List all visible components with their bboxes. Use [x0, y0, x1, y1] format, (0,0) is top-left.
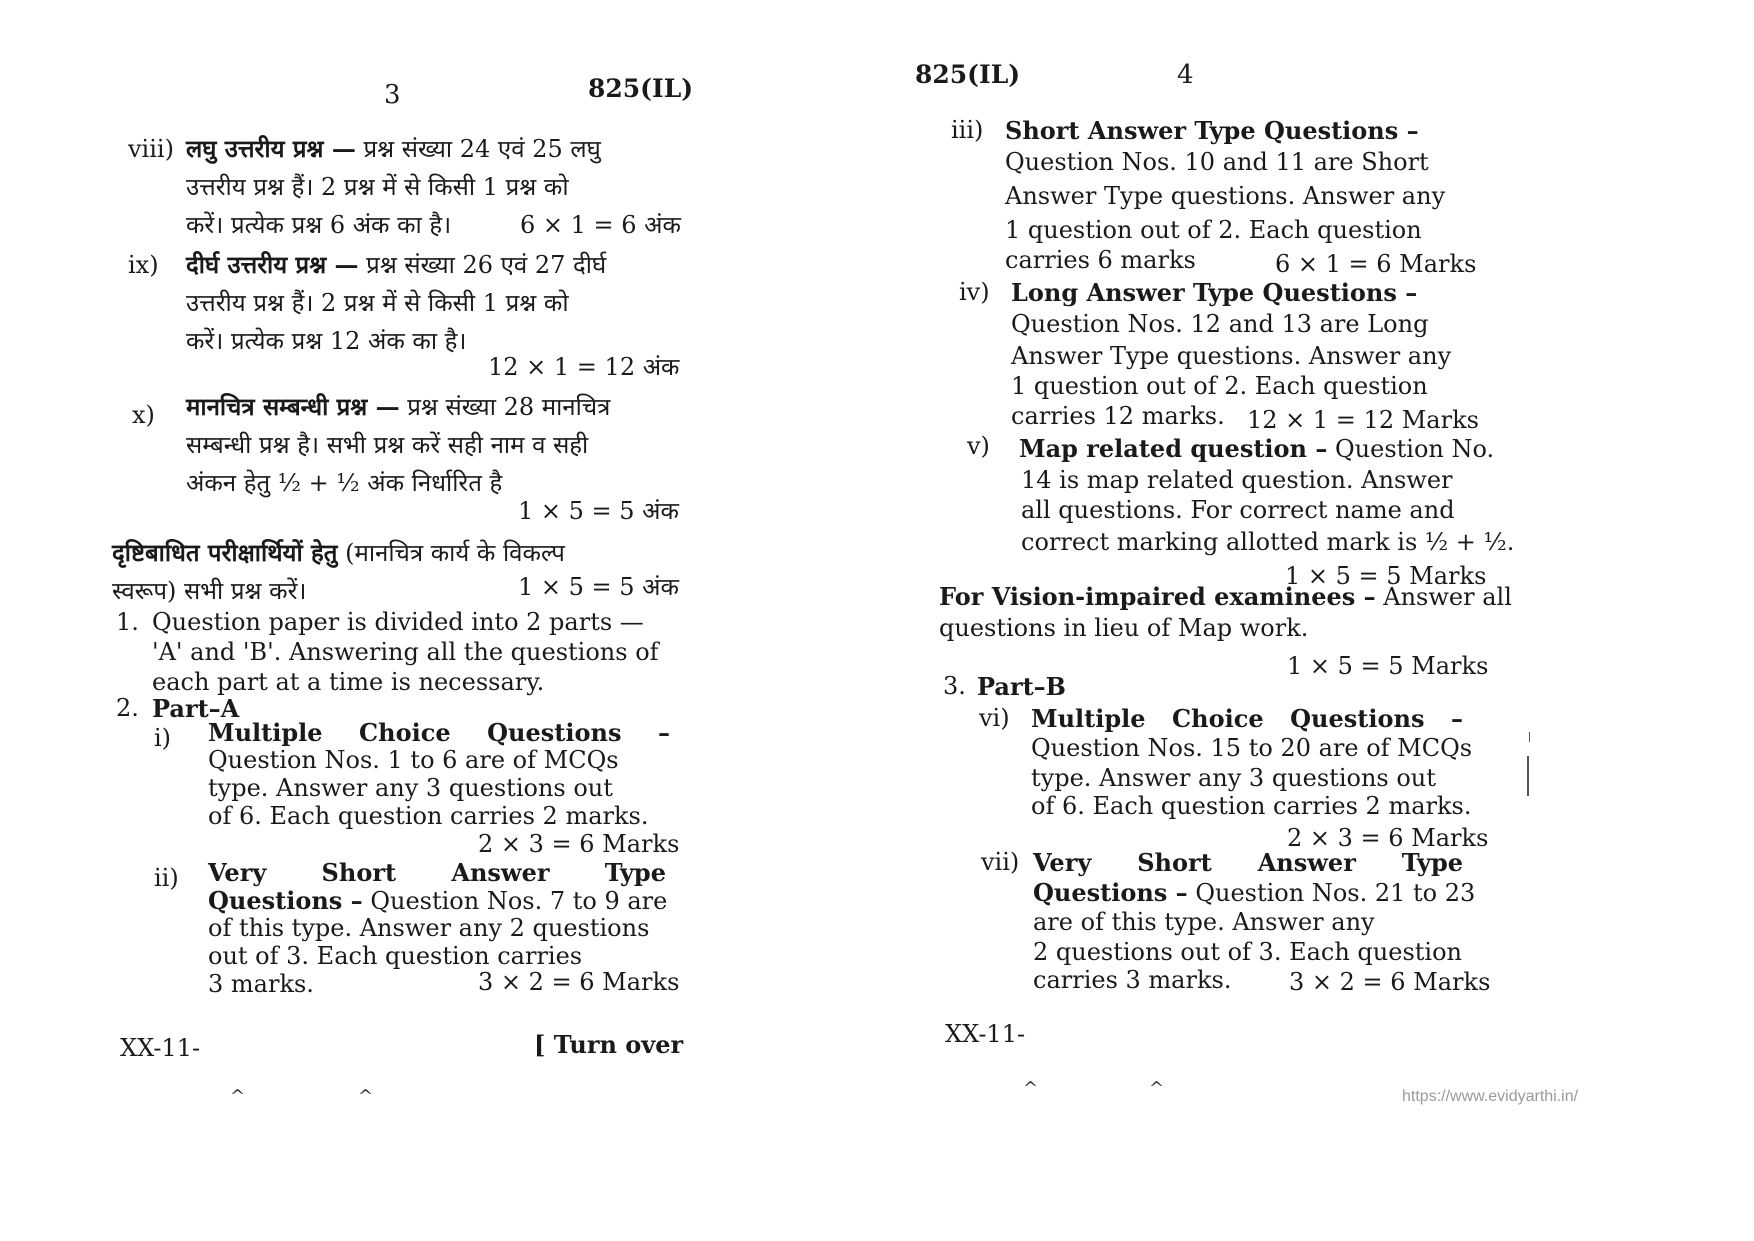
- question-number: ix): [128, 251, 159, 279]
- text-line: Question Nos. 10 and 11 are Short: [1005, 148, 1429, 176]
- title-word: Answer: [1257, 848, 1356, 877]
- text-line: carries 6 marks: [1005, 246, 1196, 274]
- text-line: questions in lieu of Map work.: [939, 614, 1309, 642]
- footer-code: XX-11-: [945, 1020, 1026, 1048]
- text-line: Question Nos. 1 to 6 are of MCQs: [208, 746, 619, 774]
- marks-line: 1 × 5 = 5 Marks: [1287, 652, 1489, 680]
- text-line: 1 question out of 2. Each question: [1005, 216, 1422, 244]
- hindi-line: [186, 128, 601, 170]
- section-title: Part–A: [152, 694, 240, 723]
- hindi-text: प्रश्न संख्या 24 एवं 25 लघु: [363, 135, 601, 163]
- text-line: [1033, 876, 1475, 910]
- question-number: vi): [979, 704, 1010, 732]
- text-line: 1 question out of 2. Each question: [1011, 372, 1428, 400]
- text-line: each part at a time is necessary.: [152, 668, 545, 696]
- item-number: 2.: [116, 694, 139, 722]
- hindi-line: अंकन हेतु ½ + ½ अंक निर्धारित है: [186, 469, 503, 497]
- scan-artifact-line: [1527, 756, 1529, 796]
- text-line: [1019, 432, 1494, 466]
- item-number: 1.: [116, 608, 139, 636]
- title-word: Questions: [1290, 704, 1425, 733]
- text: Question No.: [1335, 435, 1495, 463]
- text: Question Nos. 7 to 9 are: [370, 887, 668, 915]
- question-title: मानचित्र सम्बन्धी प्रश्न —: [186, 392, 400, 421]
- hindi-text: (मानचित्र कार्य के विकल्प: [345, 539, 565, 567]
- hindi-line: उत्तरीय प्रश्न हैं। 2 प्रश्न में से किसी 1 प्रश्न को: [186, 173, 569, 201]
- question-title-cont: Questions –: [1033, 878, 1188, 907]
- title-word: Very: [1033, 848, 1092, 877]
- title-word: Choice: [359, 718, 451, 747]
- hindi-text: प्रश्न संख्या 26 एवं 27 दीर्घ: [366, 251, 607, 279]
- question-number: vii): [981, 848, 1020, 876]
- title-word: Very: [208, 858, 267, 887]
- page-number: 3: [384, 80, 401, 110]
- title-word: –: [657, 718, 670, 747]
- text-line: out of 3. Each question carries: [208, 942, 583, 970]
- question-number: i): [154, 724, 172, 752]
- text-line: 'A' and 'B'. Answering all the questions of: [152, 638, 659, 666]
- marks-line: 1 × 5 = 5 अंक: [518, 573, 679, 601]
- page-number: 4: [1177, 60, 1194, 90]
- binding-mark: ^: [1023, 1078, 1039, 1099]
- vision-title: दृष्टिबाधित परीक्षार्थियों हेतु: [112, 538, 338, 567]
- marks-line: 12 × 1 = 12 Marks: [1247, 406, 1479, 434]
- text-line: type. Answer any 3 questions out: [208, 774, 613, 802]
- text-line: type. Answer any 3 questions out: [1031, 764, 1436, 792]
- paper-code: 825(IL): [588, 74, 694, 103]
- text-line: of 6. Each question carries 2 marks.: [1031, 792, 1472, 820]
- text-line: Question Nos. 12 and 13 are Long: [1011, 310, 1429, 338]
- marks-line: 2 × 3 = 6 Marks: [478, 830, 680, 858]
- binding-mark: ^: [1149, 1078, 1165, 1099]
- paper-code: 825(IL): [915, 60, 1021, 89]
- question-title: [1031, 702, 1463, 735]
- binding-mark: ^: [230, 1086, 246, 1107]
- question-title: Short Answer Type Questions –: [1005, 116, 1419, 145]
- text: Answer all: [1383, 583, 1512, 611]
- title-word: Short: [1137, 848, 1212, 877]
- title-word: Questions: [487, 718, 622, 747]
- marks-line: 3 × 2 = 6 Marks: [1289, 968, 1491, 996]
- question-title: Map related question –: [1019, 434, 1328, 463]
- question-title: Long Answer Type Questions –: [1011, 278, 1418, 307]
- marks-line: 6 × 1 = 6 Marks: [1275, 250, 1477, 278]
- right-page: [877, 0, 1754, 1241]
- question-number: viii): [128, 135, 174, 163]
- hindi-line: [186, 244, 606, 286]
- title-word: –: [1450, 704, 1463, 733]
- title-word: Choice: [1172, 704, 1264, 733]
- text-line: Question paper is divided into 2 parts —: [152, 608, 644, 636]
- hindi-line: सम्बन्धी प्रश्न है। सभी प्रश्न करें सही नाम व सही: [186, 431, 589, 459]
- text: Question Nos. 21 to 23: [1195, 879, 1476, 907]
- text-line: Answer Type questions. Answer any: [1011, 342, 1452, 370]
- question-number: iv): [959, 278, 990, 306]
- watermark-url: https://www.evidyarthi.in/: [1402, 1088, 1579, 1105]
- question-title-cont: Questions –: [208, 886, 363, 915]
- text-line: all questions. For correct name and: [1021, 496, 1455, 524]
- hindi-line: [112, 532, 565, 574]
- question-title: दीर्घ उत्तरीय प्रश्न —: [186, 250, 359, 279]
- marks-line: 3 × 2 = 6 Marks: [478, 968, 680, 996]
- text-line: are of this type. Answer any: [1033, 908, 1375, 936]
- vision-title: For Vision-impaired examinees –: [939, 582, 1376, 611]
- text-line: of 6. Each question carries 2 marks.: [208, 802, 649, 830]
- text-line: correct marking allotted mark is ½ + ½.: [1021, 528, 1515, 556]
- hindi-line: स्वरूप) सभी प्रश्न करें।: [112, 577, 307, 605]
- marks-line: 1 × 5 = 5 अंक: [518, 497, 679, 525]
- hindi-line: करें। प्रत्येक प्रश्न 12 अंक का है।: [186, 327, 467, 355]
- marks-line: 1 × 5 = 5 Marks: [1285, 562, 1487, 590]
- turn-over: [ Turn over: [534, 1030, 684, 1059]
- item-number: 3.: [943, 672, 966, 700]
- text-line: Answer Type questions. Answer any: [1005, 182, 1446, 210]
- marks-line: 2 × 3 = 6 Marks: [1287, 824, 1489, 852]
- text-line: 14 is map related question. Answer: [1021, 466, 1453, 494]
- text-line: 2 questions out of 3. Each question: [1033, 938, 1462, 966]
- text-line: of this type. Answer any 2 questions: [208, 914, 650, 942]
- title-word: Multiple: [1031, 704, 1146, 733]
- question-number: x): [132, 401, 155, 429]
- binding-mark: ^: [358, 1086, 374, 1107]
- title-word: Multiple: [208, 718, 323, 747]
- section-title: Part–B: [977, 672, 1066, 701]
- hindi-line: उत्तरीय प्रश्न हैं। 2 प्रश्न में से किसी 1 प्रश्न को: [186, 289, 569, 317]
- hindi-line: [186, 386, 610, 428]
- title-word: Short: [321, 858, 397, 887]
- text-line: carries 12 marks.: [1011, 402, 1225, 430]
- marks-line: 6 × 1 = 6 अंक: [520, 211, 681, 239]
- footer-code: XX-11-: [120, 1034, 201, 1062]
- text-line: 3 marks.: [208, 970, 314, 998]
- text-line: Question Nos. 15 to 20 are of MCQs: [1031, 734, 1473, 762]
- question-number: v): [967, 432, 990, 460]
- hindi-line: करें। प्रत्येक प्रश्न 6 अंक का है।: [186, 211, 452, 239]
- title-word: Answer: [451, 858, 550, 887]
- question-title: लघु उत्तरीय प्रश्न —: [186, 134, 356, 163]
- question-number: iii): [951, 116, 984, 144]
- title-word: Type: [1401, 848, 1463, 877]
- text-line: carries 3 marks.: [1033, 966, 1232, 994]
- title-word: Type: [604, 858, 666, 887]
- hindi-text: प्रश्न संख्या 28 मानचित्र: [407, 393, 611, 421]
- marks-line: 12 × 1 = 12 अंक: [488, 353, 680, 381]
- scan-artifact-line: [1529, 732, 1530, 742]
- question-number: ii): [154, 864, 179, 892]
- question-title: [1033, 846, 1463, 879]
- text-line: [939, 580, 1512, 614]
